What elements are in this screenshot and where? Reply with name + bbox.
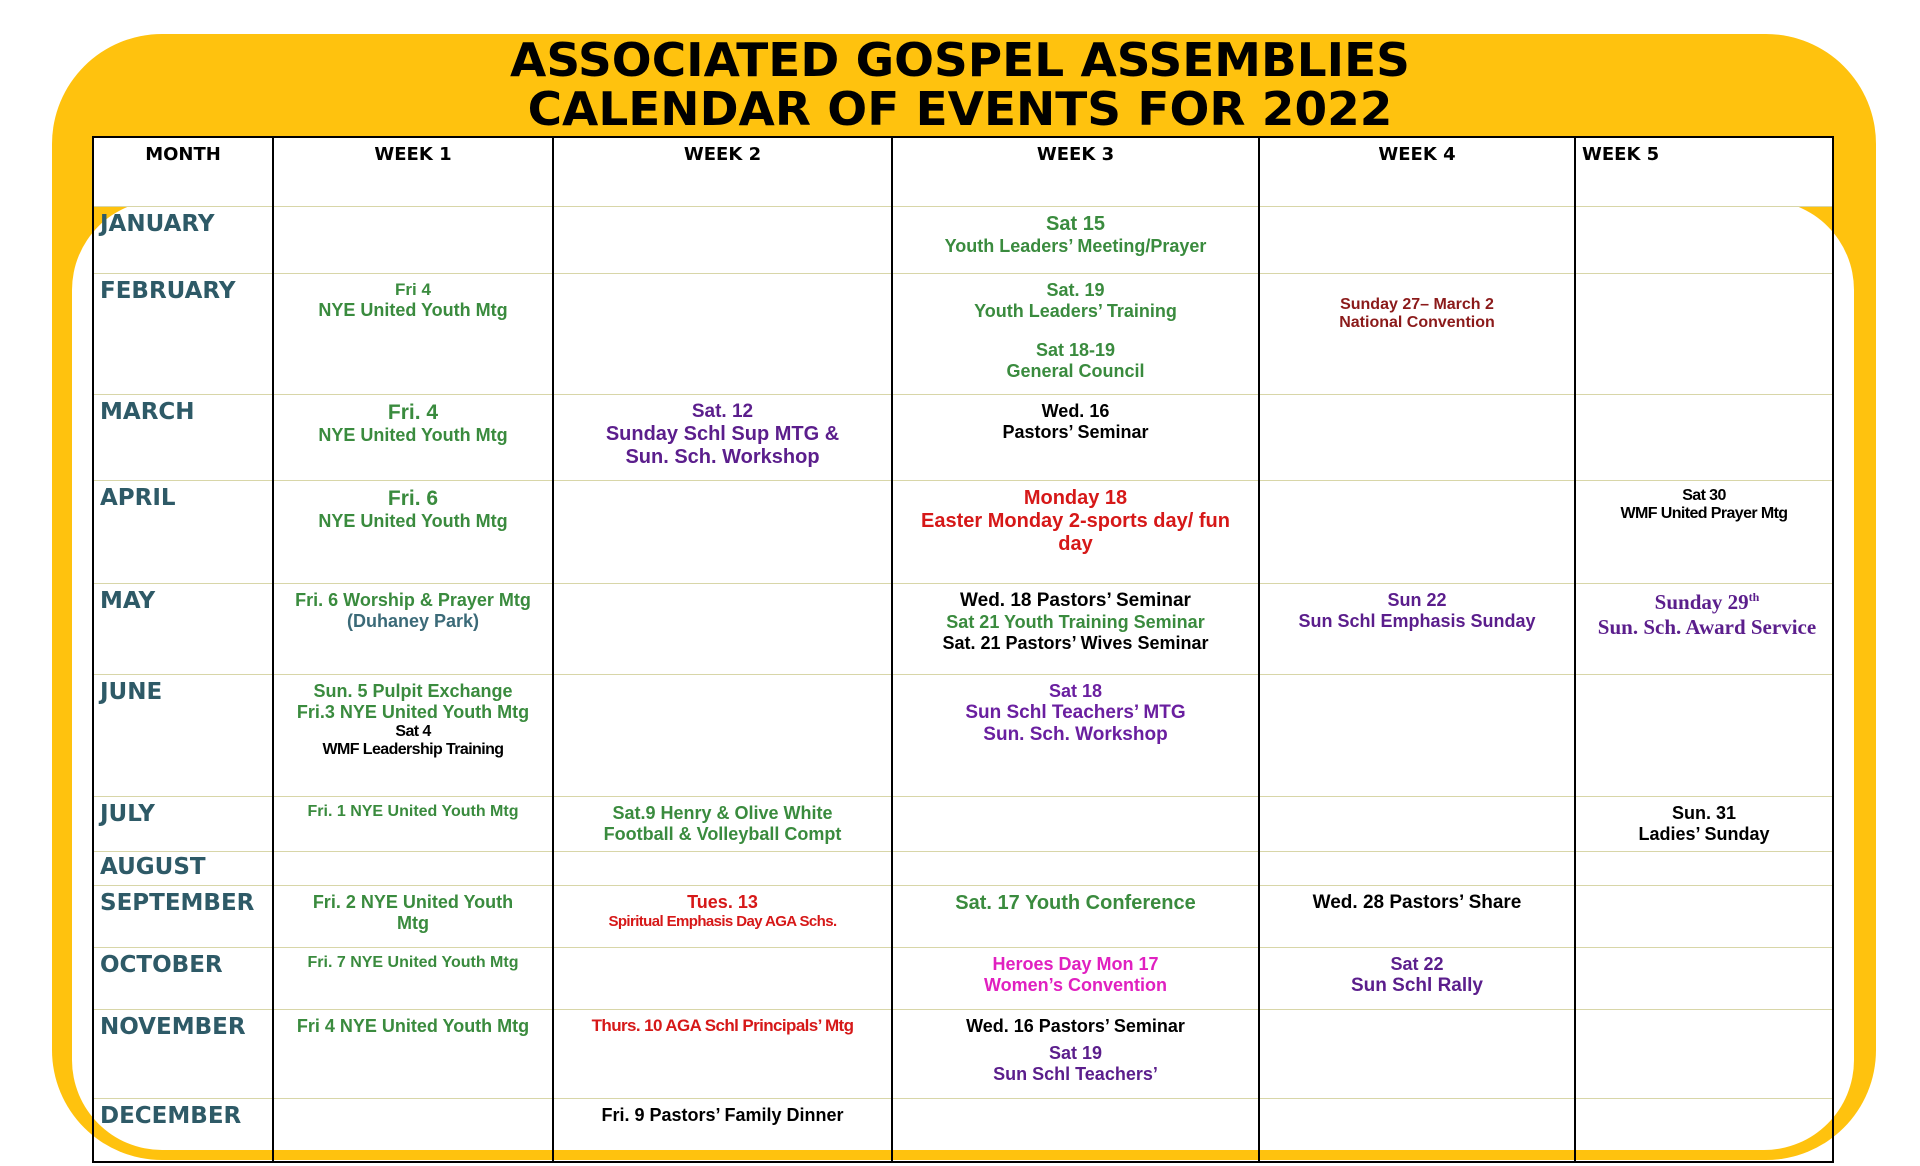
event-date: Sat 22	[1390, 954, 1444, 974]
cell-dec-week-3	[892, 1099, 1259, 1162]
event-title: Mtg	[397, 913, 429, 933]
cell-mar-week-1	[273, 395, 553, 481]
event-date: Fri 4	[395, 280, 431, 299]
event-title: WMF Leadership Training	[322, 741, 504, 758]
header-week-1: WEEK 1	[273, 137, 553, 207]
event-title: NYE United Youth Mtg	[318, 300, 508, 320]
title-line-1: ASSOCIATED GOSPEL ASSEMBLIES	[510, 33, 1410, 87]
month-label: APRIL	[93, 481, 273, 584]
cell-apr-week-3	[892, 481, 1259, 584]
cell-dec-week-1	[273, 1099, 553, 1162]
cell-apr-week-1	[273, 481, 553, 584]
event-title: Women’s Convention	[983, 975, 1167, 995]
month-label: DECEMBER	[93, 1099, 273, 1162]
cell-feb-week-2	[553, 274, 892, 395]
event-title: Heroes Day Mon 17	[992, 954, 1159, 974]
event-date: Sat 18-19	[1035, 340, 1116, 360]
event-title: Wed. 18 Pastors’ Seminar	[960, 590, 1191, 611]
cell-aug-week-1	[273, 852, 553, 886]
event-title: Sun Schl Emphasis Sunday	[1298, 611, 1536, 631]
row-february	[93, 274, 1833, 395]
event-title: day	[1058, 533, 1093, 555]
event-title: Sun. 5 Pulpit Exchange	[313, 681, 513, 701]
event-title: NYE United Youth Mtg	[318, 425, 508, 445]
cell-jul-week-2	[553, 797, 892, 852]
event-title: Sunday Schl Sup MTG &	[605, 423, 840, 445]
event-date: Tues. 13	[687, 892, 758, 912]
cell-feb-week-4	[1259, 274, 1575, 395]
event-title: Sat.9 Henry & Olive White	[612, 803, 833, 823]
cell-may-week-2	[553, 584, 892, 675]
cell-sep-week-3	[892, 886, 1259, 948]
cell-jun-week-4	[1259, 675, 1575, 797]
page-title	[0, 33, 1920, 136]
event-title: NYE United Youth Mtg	[318, 511, 508, 531]
cell-oct-week-2	[553, 948, 892, 1010]
event-title: Fri. 6 Worship & Prayer Mtg	[295, 590, 531, 610]
row-july	[93, 797, 1833, 852]
event-date: Sat. 19	[1046, 280, 1105, 300]
cell-sep-week-4	[1259, 886, 1575, 948]
event-title: Fri. 9 Pastors’ Family Dinner	[601, 1105, 844, 1125]
event-title: Football & Volleyball Compt	[603, 824, 842, 844]
cell-jan-week-3	[892, 207, 1259, 274]
cell-oct-week-1	[273, 948, 553, 1010]
event-title: Sat. 21 Pastors’ Wives Seminar	[942, 633, 1209, 653]
cell-jul-week-3	[892, 797, 1259, 852]
cell-nov-week-3	[892, 1010, 1259, 1099]
cell-may-week-4	[1259, 584, 1575, 675]
event-title: Pastors’ Seminar	[1002, 422, 1149, 442]
event-date: Wed. 16	[1041, 401, 1110, 421]
month-label: AUGUST	[93, 852, 273, 886]
cell-mar-week-5	[1575, 395, 1833, 481]
event-title: Sun. Sch. Award Service	[1597, 615, 1817, 639]
cell-aug-week-3	[892, 852, 1259, 886]
event-title: Wed. 28 Pastors’ Share	[1312, 892, 1522, 913]
event-date: Sat 18	[1048, 681, 1103, 701]
event-date: Fri. 4	[387, 401, 439, 424]
cell-oct-week-5	[1575, 948, 1833, 1010]
month-label: NOVEMBER	[93, 1010, 273, 1099]
month-label: OCTOBER	[93, 948, 273, 1010]
row-june	[93, 675, 1833, 797]
cell-feb-week-3	[892, 274, 1259, 395]
spacer	[893, 322, 1258, 340]
event-title: Thurs. 10 AGA Schl Principals’ Mtg	[591, 1016, 854, 1035]
event-title: National Convention	[1339, 314, 1495, 331]
cell-jun-week-1	[273, 675, 553, 797]
event-date-text: Sunday 29	[1654, 590, 1749, 614]
cell-nov-week-1	[273, 1010, 553, 1099]
cell-apr-week-5	[1575, 481, 1833, 584]
event-date: Sunday 27– March 2	[1340, 296, 1494, 313]
cell-jan-week-2	[553, 207, 892, 274]
row-august	[93, 852, 1833, 886]
row-december	[93, 1099, 1833, 1162]
cell-nov-week-5	[1575, 1010, 1833, 1099]
cell-oct-week-4	[1259, 948, 1575, 1010]
event-title: WMF United Prayer Mtg	[1620, 505, 1788, 522]
cell-dec-week-5	[1575, 1099, 1833, 1162]
month-label: JUNE	[93, 675, 273, 797]
event-date: Fri. 6	[387, 487, 439, 510]
header-month: MONTH	[93, 137, 273, 207]
event-title: Sun Schl Teachers’ MTG	[965, 702, 1186, 723]
events-calendar-table	[92, 136, 1834, 1163]
header-week-5: WEEK 5	[1575, 137, 1833, 207]
month-label: MAY	[93, 584, 273, 675]
event-title: Sat 21 Youth Training Seminar	[946, 612, 1205, 632]
cell-sep-week-1	[273, 886, 553, 948]
event-date: Sat 30	[1682, 487, 1726, 504]
cell-apr-week-2	[553, 481, 892, 584]
row-april	[93, 481, 1833, 584]
cell-dec-week-2	[553, 1099, 892, 1162]
cell-nov-week-2	[553, 1010, 892, 1099]
ordinal-suffix: th	[1748, 590, 1760, 604]
event-date: Sat 19	[1048, 1043, 1103, 1063]
cell-sep-week-5	[1575, 886, 1833, 948]
cell-aug-week-4	[1259, 852, 1575, 886]
header-week-2: WEEK 2	[553, 137, 892, 207]
cell-jun-week-2	[553, 675, 892, 797]
cell-nov-week-4	[1259, 1010, 1575, 1099]
cell-sep-week-2	[553, 886, 892, 948]
event-title: Youth Leaders’ Training	[974, 301, 1177, 321]
title-line-2: CALENDAR OF EVENTS FOR 2022	[527, 82, 1393, 136]
cell-mar-week-3	[892, 395, 1259, 481]
event-title: General Council	[1006, 361, 1145, 381]
event-date: Sat 4	[395, 723, 431, 740]
month-label: MARCH	[93, 395, 273, 481]
cell-jul-week-5	[1575, 797, 1833, 852]
cell-jan-week-1	[273, 207, 553, 274]
month-label: SEPTEMBER	[93, 886, 273, 948]
row-september	[93, 886, 1833, 948]
event-title: Sun Schl Teachers’	[993, 1064, 1158, 1084]
cell-apr-week-4	[1259, 481, 1575, 584]
cell-aug-week-2	[553, 852, 892, 886]
row-may	[93, 584, 1833, 675]
event-title: Fri. 7 NYE United Youth Mtg	[307, 954, 519, 971]
event-date: Sun 22	[1387, 590, 1447, 610]
event-title: Sun. Sch. Workshop	[983, 724, 1168, 745]
event-title: Youth Leaders’ Meeting/Prayer	[944, 236, 1207, 256]
event-date: Sun. 31	[1671, 803, 1737, 823]
event-date: Sat 15	[1046, 213, 1105, 235]
row-january	[93, 207, 1833, 274]
event-location: (Duhaney Park)	[346, 611, 480, 631]
month-label: JANUARY	[93, 207, 273, 274]
month-label: JULY	[93, 797, 273, 852]
cell-mar-week-2	[553, 395, 892, 481]
cell-jun-week-5	[1575, 675, 1833, 797]
header-row	[93, 137, 1833, 207]
event-title: Fri. 2 NYE United Youth	[312, 892, 514, 912]
event-date: Monday 18	[1023, 487, 1128, 509]
event-title: Easter Monday 2-sports day/ fun	[921, 510, 1230, 532]
header-week-3: WEEK 3	[892, 137, 1259, 207]
row-october	[93, 948, 1833, 1010]
event-title: Spiritual Emphasis Day AGA Schs.	[608, 913, 837, 930]
cell-dec-week-4	[1259, 1099, 1575, 1162]
event-title: Sun Schl Rally	[1351, 975, 1483, 996]
cell-may-week-3	[892, 584, 1259, 675]
cell-jun-week-3	[892, 675, 1259, 797]
event-title: Fri. 1 NYE United Youth Mtg	[307, 803, 519, 820]
cell-jul-week-1	[273, 797, 553, 852]
cell-jul-week-4	[1259, 797, 1575, 852]
cell-may-week-5	[1575, 584, 1833, 675]
event-title: Wed. 16 Pastors’ Seminar	[966, 1016, 1185, 1036]
cell-mar-week-4	[1259, 395, 1575, 481]
cell-may-week-1	[273, 584, 553, 675]
event-date	[1582, 590, 1832, 615]
event-title: Fri.3 NYE United Youth Mtg	[296, 702, 530, 722]
cell-oct-week-3	[892, 948, 1259, 1010]
row-march	[93, 395, 1833, 481]
row-november	[93, 1010, 1833, 1099]
event-title: Fri 4 NYE United Youth Mtg	[296, 1016, 530, 1036]
event-date: Sat. 12	[691, 401, 754, 422]
header-week-4: WEEK 4	[1259, 137, 1575, 207]
event-title: Sun. Sch. Workshop	[625, 446, 820, 468]
cell-jan-week-4	[1259, 207, 1575, 274]
month-label: FEBRUARY	[93, 274, 273, 395]
cell-aug-week-5	[1575, 852, 1833, 886]
cell-feb-week-5	[1575, 274, 1833, 395]
cell-feb-week-1	[273, 274, 553, 395]
cell-jan-week-5	[1575, 207, 1833, 274]
event-title: Sat. 17 Youth Conference	[955, 892, 1196, 914]
event-title: Ladies’ Sunday	[1638, 824, 1770, 844]
